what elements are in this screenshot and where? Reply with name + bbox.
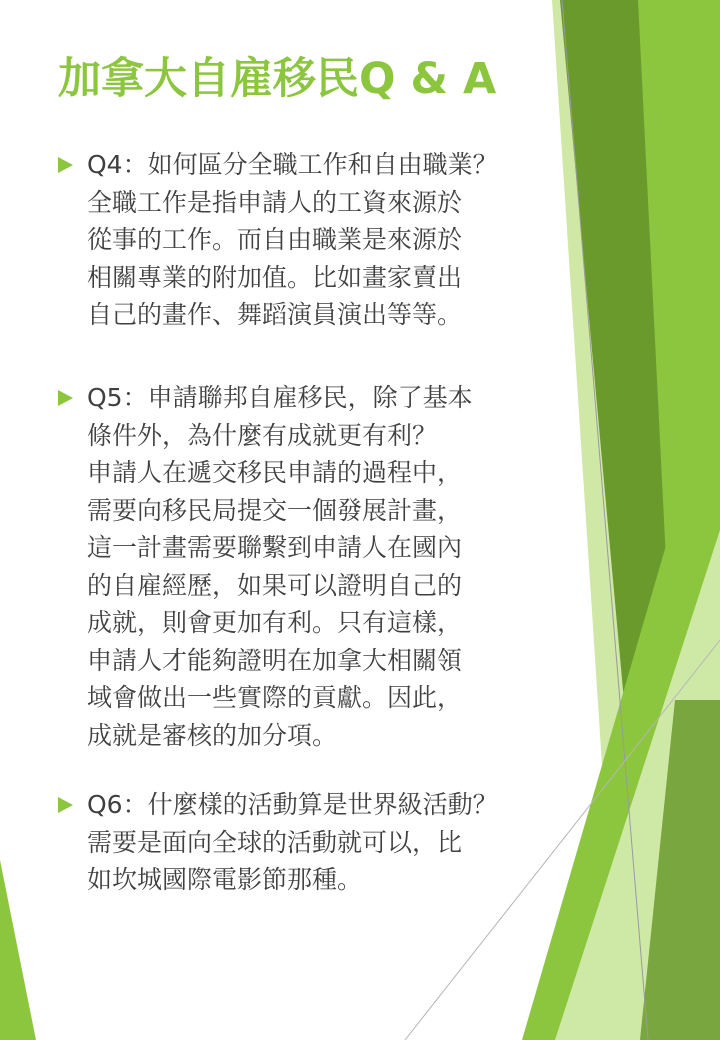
text-line: 申請人在遞交移民申請的過程中， bbox=[87, 458, 463, 487]
qa-text bbox=[87, 786, 557, 899]
qa-text bbox=[87, 379, 557, 754]
qa-item-q6 bbox=[58, 786, 578, 899]
bullet-arrow-icon bbox=[58, 797, 73, 813]
text-line: 成就，則會更加有利。只有這樣， bbox=[87, 608, 463, 637]
text-line: 需要是面向全球的活動就可以，比 bbox=[87, 827, 463, 857]
text-line: 這一計畫需要聯繫到申請人在國內 bbox=[87, 533, 463, 562]
text-line: 自己的畫作、舞蹈演員演出等等。 bbox=[87, 300, 463, 329]
qa-item-q5 bbox=[58, 379, 578, 754]
text-line: 的自雇經歷，如果可以證明自己的 bbox=[87, 570, 463, 600]
text-line: 申請人才能夠證明在加拿大相關領 bbox=[87, 645, 463, 675]
text-line: 從事的工作。而自由職業是來源於 bbox=[87, 225, 463, 254]
text-line: 如坎城國際電影節那種。 bbox=[87, 865, 363, 894]
text-line: 條件外，為什麼有成就更有利？ bbox=[87, 420, 438, 450]
qa-item-q4 bbox=[58, 146, 578, 334]
slide-title: 加拿大自雇移民Q & A bbox=[58, 54, 497, 104]
text-line: 域會做出一些實際的貢獻。因此， bbox=[87, 683, 463, 712]
text-line: 成就是審核的加分項。 bbox=[87, 720, 338, 750]
text-line: Q5：申請聯邦自雇移民，除了基本 bbox=[87, 383, 473, 412]
bullet-arrow-icon bbox=[58, 157, 73, 173]
text-line: Q4：如何區分全職工作和自由職業？ bbox=[87, 150, 498, 179]
text-line: 全職工作是指申請人的工資來源於 bbox=[87, 187, 463, 217]
text-line: 相關專業的附加值。比如畫家賣出 bbox=[87, 262, 463, 292]
bullet-arrow-icon bbox=[58, 390, 73, 406]
text-line: Q6：什麼樣的活動算是世界級活動？ bbox=[87, 790, 498, 819]
qa-text bbox=[87, 146, 557, 334]
left-green-wedge bbox=[0, 860, 36, 1040]
text-line: 需要向移民局提交一個發展計畫， bbox=[87, 495, 463, 525]
